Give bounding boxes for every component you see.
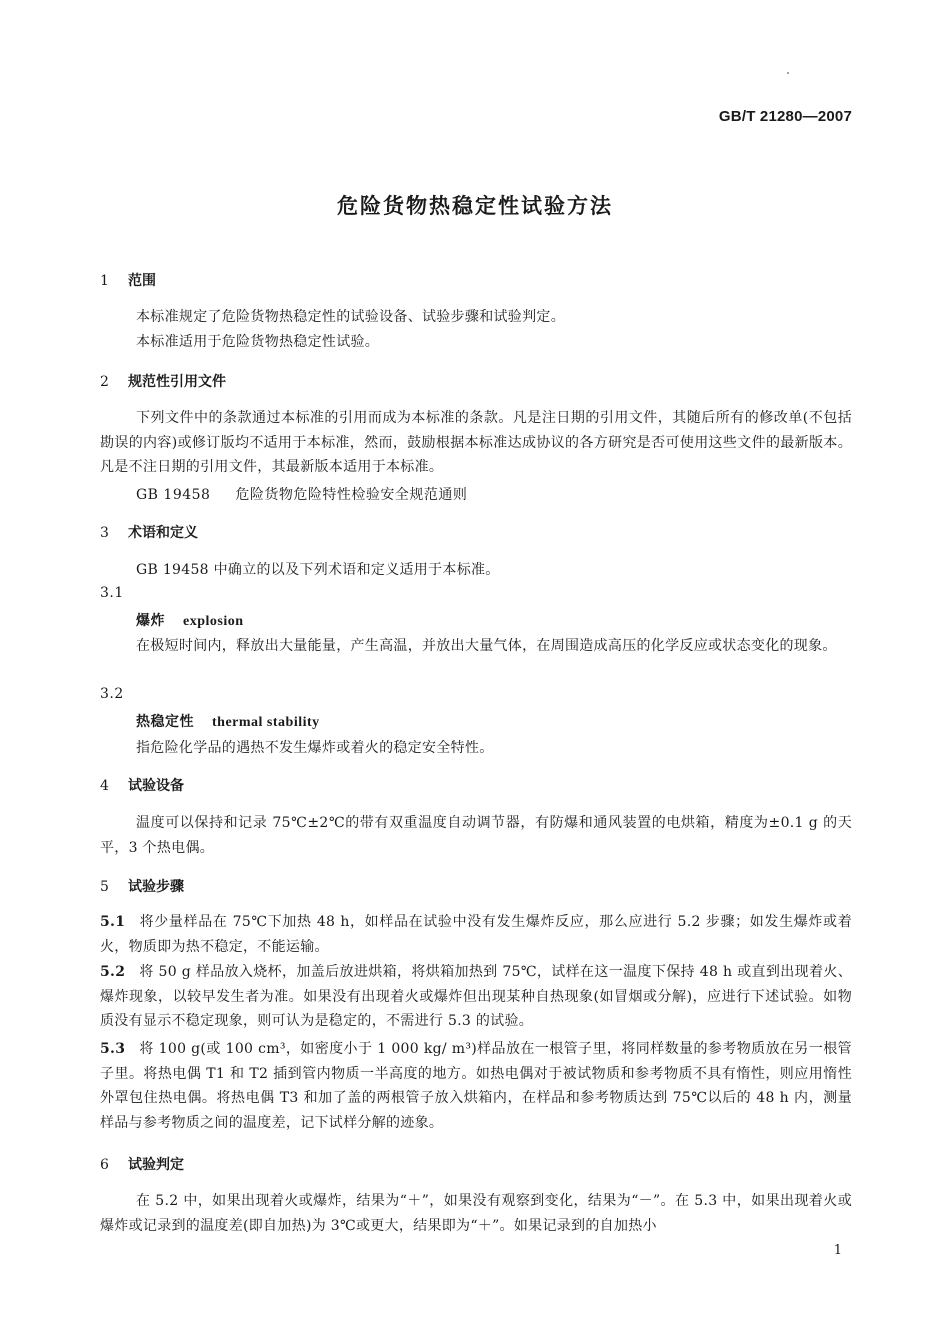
section-title: 试验判定: [128, 1157, 184, 1173]
section-number: 5: [100, 879, 109, 895]
scan-speck: [787, 72, 789, 74]
section-number: 4: [100, 778, 109, 794]
section-number: 6: [100, 1157, 109, 1173]
term-2-definition: 指危险化学品的遇热不发生爆炸或着火的稳定安全特性。: [136, 740, 494, 756]
step-5-2: [100, 960, 852, 1034]
term-1-number: 3.1: [100, 585, 124, 601]
term-english: thermal stability: [212, 715, 320, 730]
section-2-heading: [100, 371, 226, 391]
reference-code: GB 19458: [136, 487, 211, 503]
standard-number: GB/T 21280—2007: [718, 108, 852, 125]
section-1-para-1: 本标准规定了危险货物热稳定性的试验设备、试验步骤和试验判定。: [136, 309, 565, 325]
section-5-heading: [100, 876, 184, 896]
section-4-para-1: 温度可以保持和记录 75℃±2℃的带有双重温度自动调节器，有防爆和通风装置的电烘箱，精度为±0.1 g 的天平，3 个热电偶。: [100, 815, 852, 856]
term-1-definition: 在极短时间内，释放出大量能量，产生高温，并放出大量气体，在周围造成高压的化学反应或状态变化的现象。: [136, 638, 837, 654]
step-text: 将 50 g 样品放入烧杯，加盖后放进烘箱，将烘箱加热到 75℃，试样在这一温度下保持 48 h 或直到出现着火、爆炸现象，以较早发生者为准。如果没有出现着火或爆炸但出现某种自热现象(如冒烟或分解)，应进行下述试验。如物质没有显示不稳定现象，则可认为是稳定的，不需进行 5.3 的试验。: [100, 964, 852, 1030]
section-1-para-2: 本标准适用于危险货物热稳定性试验。: [136, 334, 380, 350]
section-2-para-1: 下列文件中的条款通过本标准的引用而成为本标准的条款。凡是注日期的引用文件，其随后所有的修改单(不包括勘误的内容)或修订版均不适用于本标准，然而，鼓励根据本标准达成协议的各方研究是否可使用这些文件的最新版本。凡是不注日期的引用文件，其最新版本适用于本标准。: [100, 410, 852, 476]
section-title: 规范性引用文件: [128, 374, 226, 390]
section-title: 试验设备: [128, 778, 184, 794]
step-5-1: [100, 910, 852, 959]
section-title: 范围: [128, 273, 156, 289]
section-6-heading: [100, 1154, 184, 1174]
section-title: 试验步骤: [128, 879, 184, 895]
step-number: 5.1: [100, 914, 126, 930]
section-1-heading: [100, 270, 156, 290]
normative-reference: [136, 484, 467, 504]
term-chinese: 爆炸: [136, 613, 165, 629]
section-number: 3: [100, 525, 109, 541]
term-2-number: 3.2: [100, 686, 124, 702]
section-4-heading: [100, 775, 184, 795]
step-text: 将少量样品在 75℃下加热 48 h，如样品在试验中没有发生爆炸反应，那么应进行 5.2 步骤；如发生爆炸或着火，物质即为热不稳定，不能运输。: [100, 914, 852, 955]
section-number: 1: [100, 273, 109, 289]
step-text: 将 100 g(或 100 cm³，如密度小于 1 000 kg/ m³)样品放在一根管子里，将同样数量的参考物质放在另一根管子里。将热电偶 T1 和 T2 插到管内物质一半高度的地方。如热电偶对于被试物质和参考物质不具有惰性，则应用惰性外罩包住热电偶。将热电偶 T3 和加了盖的两根管子放入烘箱内，在样品和参考物质达到 75℃以后的 48 h 内，测量样品与参考物质之间的温度差，记下试样分解的迹象。: [100, 1041, 852, 1132]
term-chinese: 热稳定性: [136, 714, 194, 730]
page-title: 危险货物热稳定性试验方法: [337, 194, 613, 218]
step-number: 5.3: [100, 1041, 126, 1057]
section-number: 2: [100, 374, 109, 390]
term-english: explosion: [183, 614, 244, 629]
section-6-para-1: 在 5.2 中，如果出现着火或爆炸，结果为“＋”，如果没有观察到变化，结果为“－”。在 5.3 中，如果出现着火或爆炸或记录到的温度差(即自加热)为 3℃或更大，结果即为“＋”。如果记录到的自加热小: [100, 1193, 852, 1234]
section-3-para-1: GB 19458 中确立的以及下列术语和定义适用于本标准。: [136, 562, 500, 578]
step-number: 5.2: [100, 964, 126, 980]
term-2-name: [136, 711, 320, 731]
reference-title: 危险货物危险特性检验安全规范通则: [235, 487, 468, 503]
page-number: 1: [833, 1243, 842, 1258]
section-3-heading: [100, 522, 198, 542]
step-5-3: [100, 1037, 852, 1136]
section-title: 术语和定义: [128, 525, 198, 541]
term-1-name: [136, 610, 244, 630]
